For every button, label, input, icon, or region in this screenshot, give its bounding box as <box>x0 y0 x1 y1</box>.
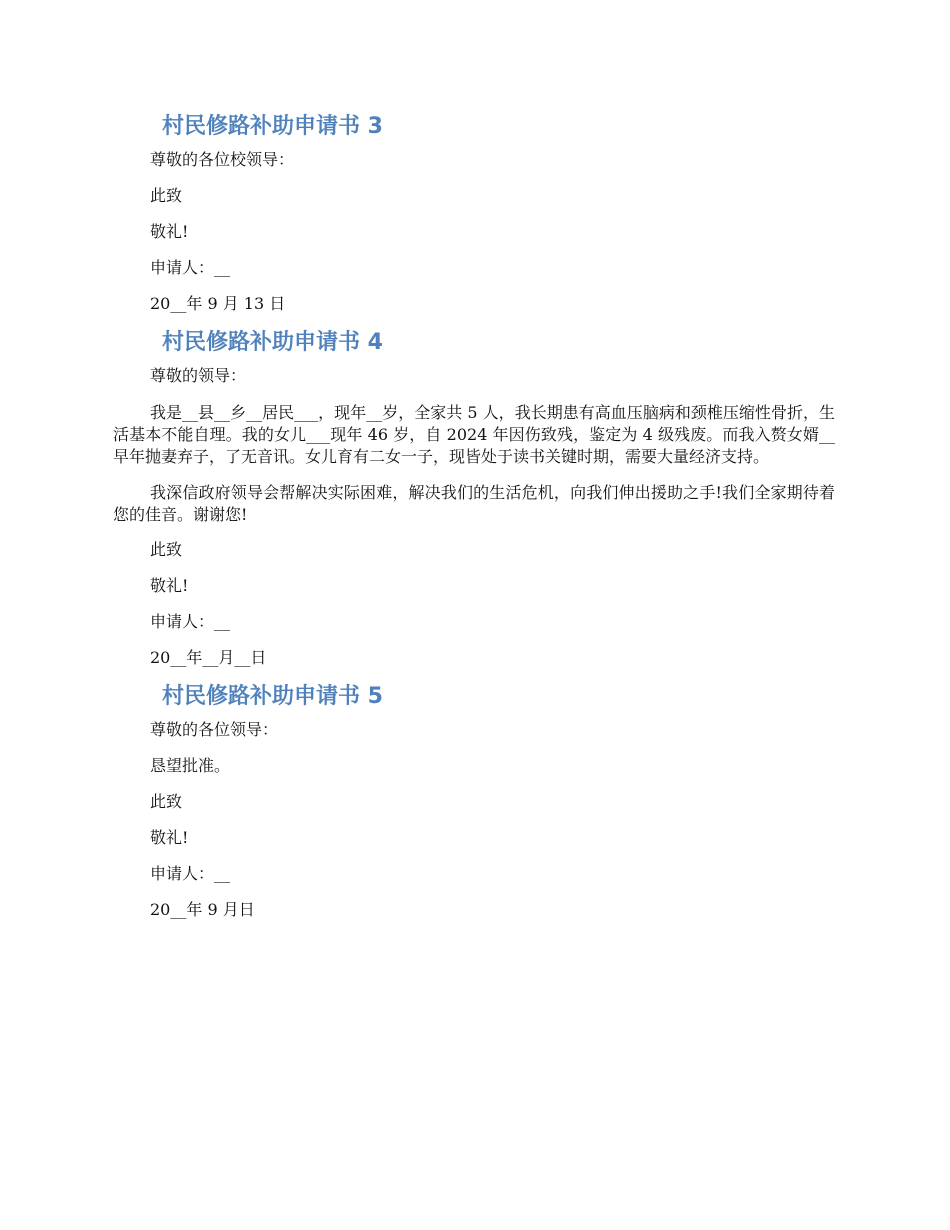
salutation: 尊敬的各位校领导： <box>150 150 295 169</box>
section-heading: 村民修路补助申请书 3 <box>162 114 383 139</box>
regards-line: 敬礼! <box>150 222 189 241</box>
body-paragraph: 我深信政府领导会帮解决实际困难，解决我们的生活危机，向我们伸出援助之手!我们全家期待着您的佳音。谢谢您! <box>113 483 835 524</box>
regards-line: 敬礼! <box>150 828 189 847</box>
regards-line: 敬礼! <box>150 576 189 595</box>
salutation: 尊敬的各位领导： <box>150 720 279 739</box>
body-paragraph: 我是__县__乡__居民___，现年__岁，全家共 5 人，我长期患有高血压脑病和颈椎压缩性骨折，生活基本不能自理。我的女儿___现年 46 岁，自 2024 年因伤致残，鉴定为 4 级残废。而我入赘女婿__早年抛妻弃子，了无音讯。女儿育有二女一子，现皆处于读书关键时期，需要大量经济支持。 <box>113 403 835 466</box>
section-heading: 村民修路补助申请书 5 <box>162 684 383 709</box>
section-heading: 村民修路补助申请书 4 <box>162 330 383 355</box>
closing-line: 此致 <box>150 792 183 811</box>
closing-line: 此致 <box>150 540 183 559</box>
request-line: 恳望批准。 <box>150 756 231 775</box>
closing-line: 此致 <box>150 186 183 205</box>
section-5 <box>113 680 835 930</box>
date-line: 20__年 9 月日 <box>150 900 255 919</box>
document-page <box>113 110 835 930</box>
applicant-line: 申请人：__ <box>150 612 231 631</box>
section-3 <box>113 110 835 324</box>
date-line: 20__年__月__日 <box>150 648 267 667</box>
applicant-line: 申请人：__ <box>150 864 231 883</box>
section-4 <box>113 326 835 678</box>
salutation: 尊敬的领导： <box>150 366 247 385</box>
applicant-line: 申请人：__ <box>150 258 231 277</box>
date-line: 20__年 9 月 13 日 <box>150 294 286 313</box>
